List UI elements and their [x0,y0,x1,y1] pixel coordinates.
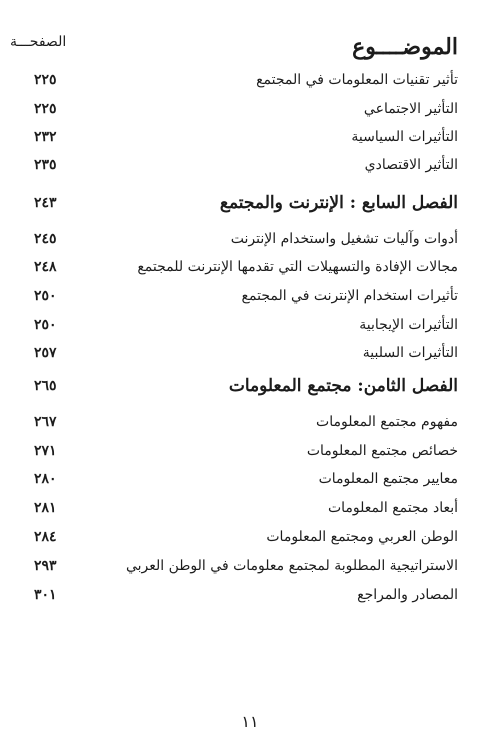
entry-title: الاستراتيجية المطلوبة لمجتمع معلومات في الوطن العربي [125,558,458,574]
entry-title: معايير مجتمع المعلومات [318,471,458,487]
entry-page: ٢٧١ [34,443,57,459]
toc-header-page: الصفحـــة [10,34,67,50]
toc-entry [0,468,500,490]
entry-title: الوطن العربي ومجتمع المعلومات [266,529,458,545]
entry-title: التأثيرات السياسية [351,129,458,145]
entry-page: ٢٢٥ [34,72,57,88]
entry-title: التأثيرات الإيجابية [359,317,458,333]
entry-title: المصادر والمراجع [357,587,458,603]
toc-entry [0,154,500,176]
entry-page: ٢٥٠ [34,288,57,304]
entry-page: ٢٣٢ [34,129,57,145]
entry-page: ٢٢٥ [34,101,57,117]
toc-entry [0,584,500,606]
toc-entry [0,411,500,433]
page-number: ١١ [241,712,259,731]
toc-entry [0,126,500,148]
toc-entry [0,69,500,91]
entry-page: ٢٨٠ [34,471,57,487]
entry-page: ٢٤٨ [34,259,57,275]
toc-entry [0,285,500,307]
toc-chapter-heading [0,375,500,397]
toc-entry [0,440,500,462]
toc-header-topic: الموضــــوع [352,34,458,60]
entry-title: تأثيرات استخدام الإنترنت في المجتمع [241,288,458,304]
entry-title: التأثير الاقتصادي [364,157,458,173]
chapter-page: ٢٤٣ [34,195,57,211]
chapter-title: الفصل الثامن: مجتمع المعلومات [228,376,458,396]
toc-chapter-heading [0,192,500,214]
entry-page: ٢٥٠ [34,317,57,333]
entry-title: مجالات الإفادة والتسهيلات التي تقدمها الإنترنت للمجتمع [137,259,458,275]
toc-entry [0,256,500,278]
entry-page: ٢٥٧ [34,345,57,361]
chapter-page: ٢٦٥ [34,378,57,394]
entry-title: أبعاد مجتمع المعلومات [327,500,458,516]
chapter-title: الفصل السابع : الإنترنت والمجتمع [219,193,458,213]
entry-title: خصائص مجتمع المعلومات [306,443,458,459]
toc-entry [0,314,500,336]
entry-title: تأثير تقنيات المعلومات في المجتمع [256,72,458,88]
toc-entry [0,228,500,250]
entry-title: أدوات وآليات تشغيل واستخدام الإنترنت [230,231,458,247]
entry-title: مفهوم مجتمع المعلومات [316,414,458,430]
toc-entry [0,497,500,519]
entry-page: ٢٦٧ [34,414,57,430]
toc-entry [0,555,500,577]
entry-page: ٢٨١ [34,500,57,516]
entry-page: ٢٣٥ [34,157,57,173]
toc-entry [0,342,500,364]
entry-page: ٣٠١ [34,587,57,603]
entry-page: ٢٤٥ [34,231,57,247]
toc-entry [0,98,500,120]
entry-title: التأثير الاجتماعي [363,101,458,117]
entry-title: التأثيرات السلبية [362,345,458,361]
entry-page: ٢٨٤ [34,529,57,545]
toc-entry [0,526,500,548]
entry-page: ٢٩٣ [34,558,57,574]
